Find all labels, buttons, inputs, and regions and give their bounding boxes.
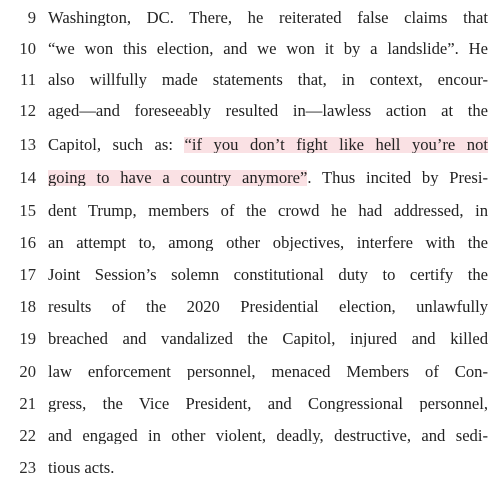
line-number: 19 [19, 328, 36, 348]
line-number: 18 [19, 296, 36, 316]
highlighted-quote: going to have a country anymore” [48, 170, 307, 187]
text-line [14, 196, 488, 226]
line-text: Washington, DC. There, he reiterated false claims that [48, 9, 488, 27]
line-number: 15 [19, 200, 36, 220]
line-number: 10 [19, 38, 36, 58]
line-number: 12 [19, 100, 36, 120]
line-text: tious acts. [48, 459, 115, 477]
text-line [14, 163, 488, 193]
line-text: law enforcement personnel, menaced Members of Con- [48, 363, 488, 381]
text-line [14, 260, 488, 290]
line-text: an attempt to, among other objectives, interfere with the [48, 234, 488, 252]
text-line [14, 292, 488, 322]
line-text: going to have a country anymore”. Thus incited by Presi- [48, 170, 488, 187]
line-text: results of the 2020 Presidential election, unlawfully [48, 298, 488, 316]
line-text: and engaged in other violent, deadly, destructive, and sedi- [48, 427, 488, 445]
line-text: also willfully made statements that, in context, encour- [48, 71, 488, 89]
line-number: 9 [27, 7, 36, 27]
text-line [14, 3, 488, 33]
text-line [14, 34, 488, 64]
line-text: dent Trump, members of the crowd he had addressed, in [48, 202, 488, 220]
line-number: 16 [19, 232, 36, 252]
line-number: 17 [19, 264, 36, 284]
text-line [14, 65, 488, 95]
line-text: “we won this election, and we won it by a landslide”. He [48, 40, 488, 58]
text-line [14, 357, 488, 387]
text-line [14, 389, 488, 419]
line-number: 23 [19, 457, 36, 477]
line-text: breached and vandalized the Capitol, injured and killed [48, 330, 488, 348]
text-line [14, 96, 488, 126]
line-number: 11 [20, 69, 36, 89]
line-text: Joint Session’s solemn constitutional duty to certify the [48, 266, 488, 284]
line-number: 20 [19, 361, 36, 381]
line-text: gress, the Vice President, and Congressional personnel, [48, 395, 488, 413]
highlighted-quote: “if you don’t fight like hell you’re not [184, 137, 488, 154]
text-line [14, 324, 488, 354]
text-line [14, 453, 488, 483]
line-number: 13 [19, 134, 36, 154]
line-number: 21 [19, 393, 36, 413]
line-number: 14 [19, 167, 36, 187]
line-number: 22 [19, 425, 36, 445]
text-line [14, 228, 488, 258]
line-text: aged—and foreseeably resulted in—lawless action at the [48, 102, 488, 120]
line-text: Capitol, such as: “if you don’t fight like hell you’re not [48, 137, 488, 154]
text-line [14, 421, 488, 451]
text-line [14, 130, 488, 160]
